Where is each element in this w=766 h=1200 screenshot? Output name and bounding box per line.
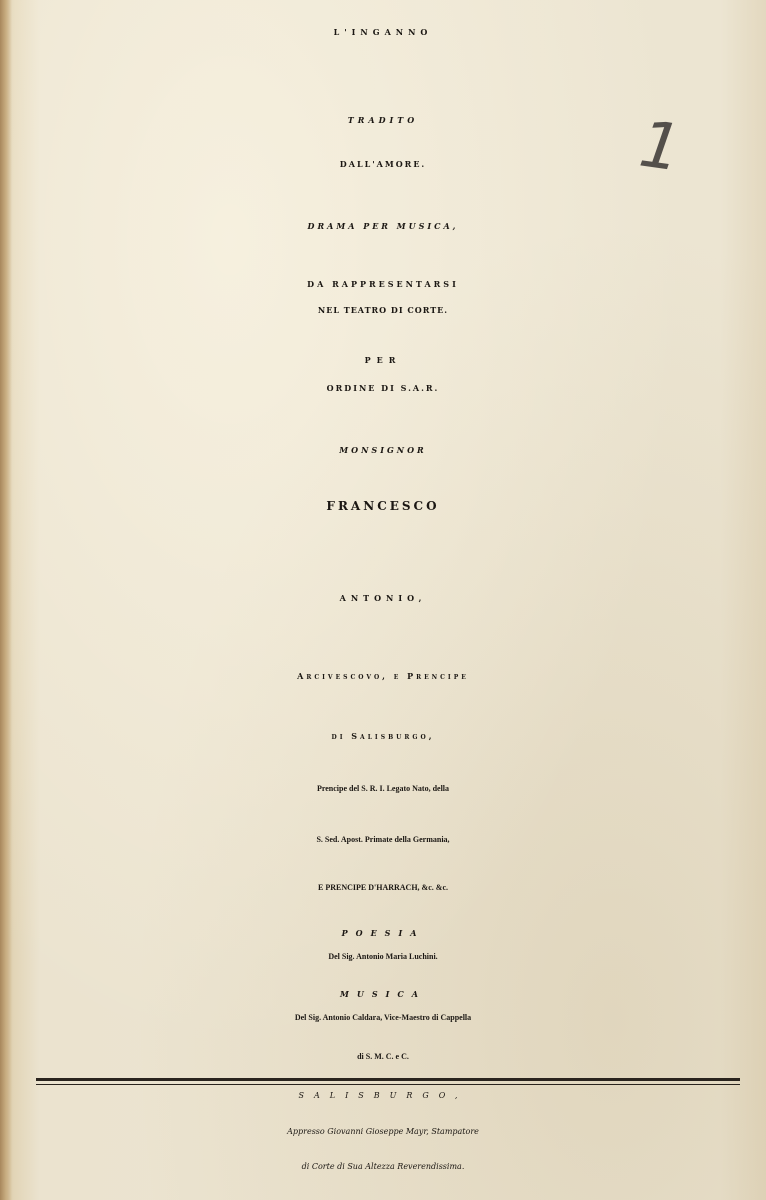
honors-line-3: E PRENCIPE D'HARRACH, &c. &c. (318, 883, 448, 892)
name-line-2: ANTONIO, (339, 593, 427, 603)
title-line-1: L'INGANNO (333, 27, 433, 37)
title-line-3: DALL'AMORE. (339, 159, 427, 169)
composer-line: Del Sig. Antonio Caldara, Vice-Maestro di Cappella (294, 1013, 472, 1022)
per-line: PER (364, 355, 402, 365)
honors-line-2: S. Sed. Apost. Primate della Germania, (316, 835, 450, 844)
poesia-label: POESIA (341, 928, 425, 938)
honors-line-1: Prencipe del S. R. I. Legato Nato, della (316, 784, 450, 793)
pencil-annotation: 1 (635, 107, 686, 187)
title-line-2: TRADITO (347, 115, 419, 125)
arcivescovo-line: Arcivescovo, e Prencipe (297, 671, 469, 681)
order-line: ORDINE DI S.A.R. (326, 383, 440, 393)
horizontal-rule (36, 1078, 740, 1081)
musica-label: MUSICA (340, 989, 426, 999)
poet-line: Del Sig. Antonio Maria Luchini. (328, 952, 438, 961)
salisburgo-line: di Salisburgo, (331, 731, 435, 741)
imprint-place: SALISBURGO, (298, 1091, 468, 1100)
imprint-line-2: di Corte di Sua Altezza Reverendissima. (301, 1162, 465, 1171)
occasion-line-1: DA RAPPRESENTARSI (307, 279, 459, 289)
monsignor-line: MONSIGNOR (339, 445, 427, 455)
name-line-1: FRANCESCO (326, 499, 440, 513)
occasion-line-2: NEL TEATRO DI CORTE. (317, 305, 449, 315)
genre-line: DRAMA PER MUSICA, (307, 221, 459, 231)
imprint-line-1: Appresso Giovanni Gioseppe Mayr, Stampatore (287, 1127, 479, 1136)
composer-line-2: di S. M. C. e C. (357, 1052, 409, 1061)
